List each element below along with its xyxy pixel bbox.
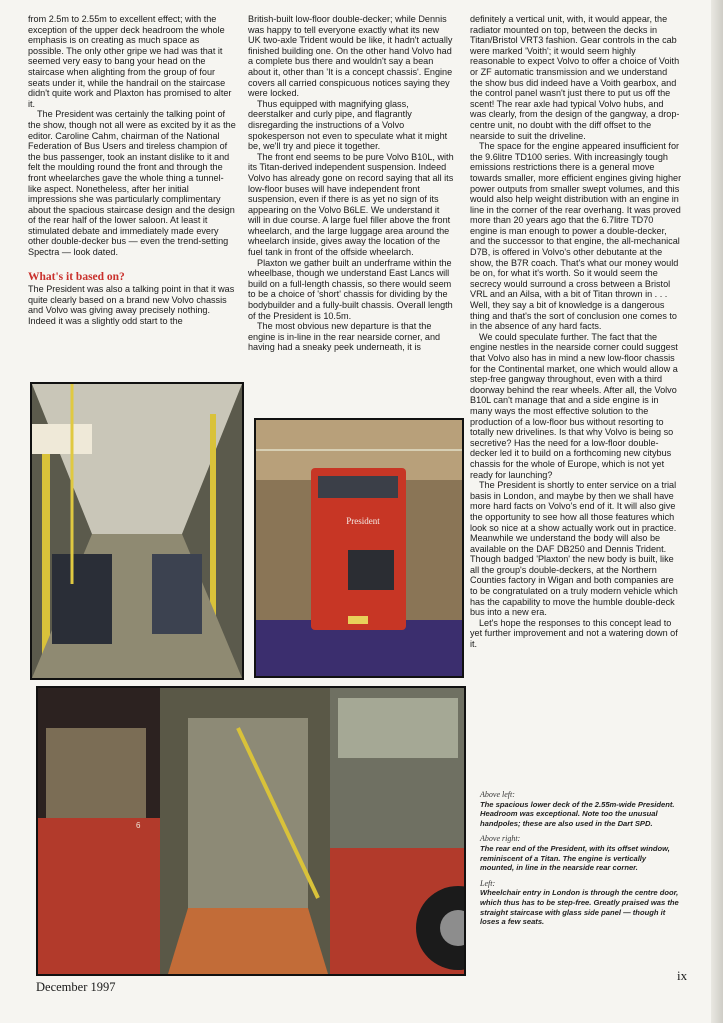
caption-text: Wheelchair entry in London is through the centre door, which thus has to be step-free. Greatly praised was the straight staircase with glass side panel — though it loses a few seats. [480,888,679,927]
subheading: What's it based on? [28,270,125,283]
paragraph: We could speculate further. The fact that the engine nestles in the nearside corner could suggest that Volvo also has in mind a new low-floor chassis for the Continental market, one which would allow a step-free gangway throughout, even with a third doorway behind the rear wheels. After all, the Volvo B10L can't manage that and a side engine is in many ways the most effective solution to the production of a low-floor bus without resorting to totally new drivelines. Is that why Volvo is being so secretive? Has the need for a low-floor double-decker led it to build on a forthcoming new citybus chassis for the whole of Europe, which is not yet ready for launching? [470,331,678,480]
photo-bus-rear [254,418,464,678]
paragraph: Thus equipped with magnifying glass, deerstalker and curly pipe, and flagrantly disregarding the instructions of a Volvo spokesperson not even to speculate what it might be, we'll try and piece it together. [248,98,448,152]
paragraph: The President is shortly to enter service on a trial basis in London, and maybe by then we shall have more hard facts on Volvo's end of it. It will also give the opportunity to see how all those features which look so nice at a show actually work out in practice. Meanwhile we understand the body will also be available on the DAF DB250 and Dennis Trident. Though badged 'Plaxton' the new body is built, like all the group's double-deckers, at the Northern Counties factory in Wigan and both companies are to be congratulated on a truly modern vehicle which has the capability to move the humble double-deck bus into a new era. [470,480,678,618]
caption-title: Above left: [480,790,515,799]
photo-centre-door [36,686,466,976]
caption-title: Left: [480,878,496,888]
paragraph: The front end seems to be pure Volvo B10L, with its Titan-derived independent suspension. Indeed Volvo has already gone on record saying that all its low-floor buses will have independent front suspension, even if there is as yet no sign of its appearing on the Volvo B6LE. We understand it will in due course. A large fuel filler above the front wheelarch, and the large luggage area around the wheelarch inside, gives away the location of the fuel tank in front of the offside wheelarch. [248,151,454,258]
lower-deck-illustration [32,384,242,678]
paragraph: The President was also a talking point in that it was quite clearly based on a brand new Volvo chassis and Volvo was giving away precisely nothing. Indeed it was a slightly odd start to the [28,284,235,327]
text-column-3 [470,14,682,650]
bus-rear-illustration [256,420,462,676]
paragraph: The space for the engine appeared insufficient for the 9.6litre TD100 series. With increasingly tough emissions restrictions there is a general move towards smaller, more efficient engines giving higher power outputs from smaller swept volumes, and this would also help weight distribution with an engine in line in the corner of the rear overhang. It was proved more than 20 years ago that the 6.7litre TD70 engine is man enough to power a double-decker, and the successor to that engine, the all-mechanical D7B, is offered in Volvo's other debutante at the show, the B7R coach. That's what our money would be on, for what it's worth. So it would seem the secrecy would surround a cross between a Bristol VRL and an Ailsa, with a bit of Titan thrown in . . . Well, they say a bit of knowledge is a dangerous thing and that's the sort of conclusion one comes to in the absence of any hard facts. [470,141,682,332]
paragraph: British-built low-floor double-decker; while Dennis was happy to tell everyone exactly what its new UK two-axle Trident would be like, it hadn't actually finished building one. On the other hand Volvo had a complete bus there and wouldn't say a bean about it, other than 'It is a concept chassis'. Engine covers all carried conspicuous notices saying they were locked. [248,14,453,99]
footer-date: December 1997 [36,980,116,994]
paragraph: Plaxton we gather built an underframe within the wheelbase, though we understand East Lancs will build on a full-length chassis, so there would seem to be a choice of 'short' chassis for dividing by the bodybuilder and a fully-built chassis. Overall length of the President is 10.5m. [248,257,453,321]
paragraph: Let's hope the responses to this concept lead to yet further improvement and not a watering down of it. [470,617,678,650]
caption-text: The rear end of the President, with its offset window, reminiscent of a Titan. The engine is vertically mounted, in line in the nearside rear corner. [480,843,670,873]
paragraph: definitely a vertical unit, with, it would appear, the radiator mounted on top, between the decks in Titan/Bristol VRT3 fashion. Gear controls in the cab were marked 'Voith'; it would seem highly reasonable to expect Volvo to offer a choice of Voith or ZF automatic transmission and we understand the show bus did indeed have a Voith gearbox, and the control panel wasn't just there to put us off the scent! The rear axle had typical Volvo hubs, and was clearly, from the design of the gangway, a drop-centre unit, no doubt with the diff offset to the nearside to suit the driveline. [470,14,680,141]
photo-lower-deck [30,382,244,680]
paragraph: from 2.5m to 2.55m to excellent effect; with the exception of the upper deck headroom the whole emphasis is on creating as much space as possible. The only other gripe we had was that it seemed very easy to bang your head on the staircase when alighting from the group of four seats under it, while the handrail on the staircase didn't quite work and Plaxton has promised to alter it. [28,14,232,109]
page-number: ix [677,968,688,983]
text-column-1 [28,14,236,327]
destination-sign: President [346,516,380,526]
centre-door-illustration [38,688,464,974]
page-edge-shadow [711,0,723,1023]
paragraph: The most obvious new departure is that the engine is in-line in the rear nearside corner, and having had a sneaky peek underneath, it is [248,321,441,353]
paragraph: The President was certainly the talking point of the show, though not all were as excited by it as the editor. Caroline Cahm, chairman of the National Federation of Bus Users and tireless champion of the bus passenger, took an instant dislike to it and felt the moulding round the front and through the front wheelarches gave the whole thing a tunnel-like aspect. Nonetheless, after her initial impressions she was particularly complimentary about the spacious staircase design and the design of the rear half of the lower saloon. At least it stimulated debate and immediately made every other double-decker bus — even the trend-setting Spectra — look dated. [28,109,236,258]
caption-block [480,784,680,927]
text-column-2 [248,14,454,353]
door-number: 6 [136,821,141,830]
caption-title: Above right: [480,834,521,844]
caption-text: The spacious lower deck of the 2.55m-wide President. Headroom was exceptional. Note too the unusual handpoles; these are also used in the Dart SPD. [480,799,675,828]
